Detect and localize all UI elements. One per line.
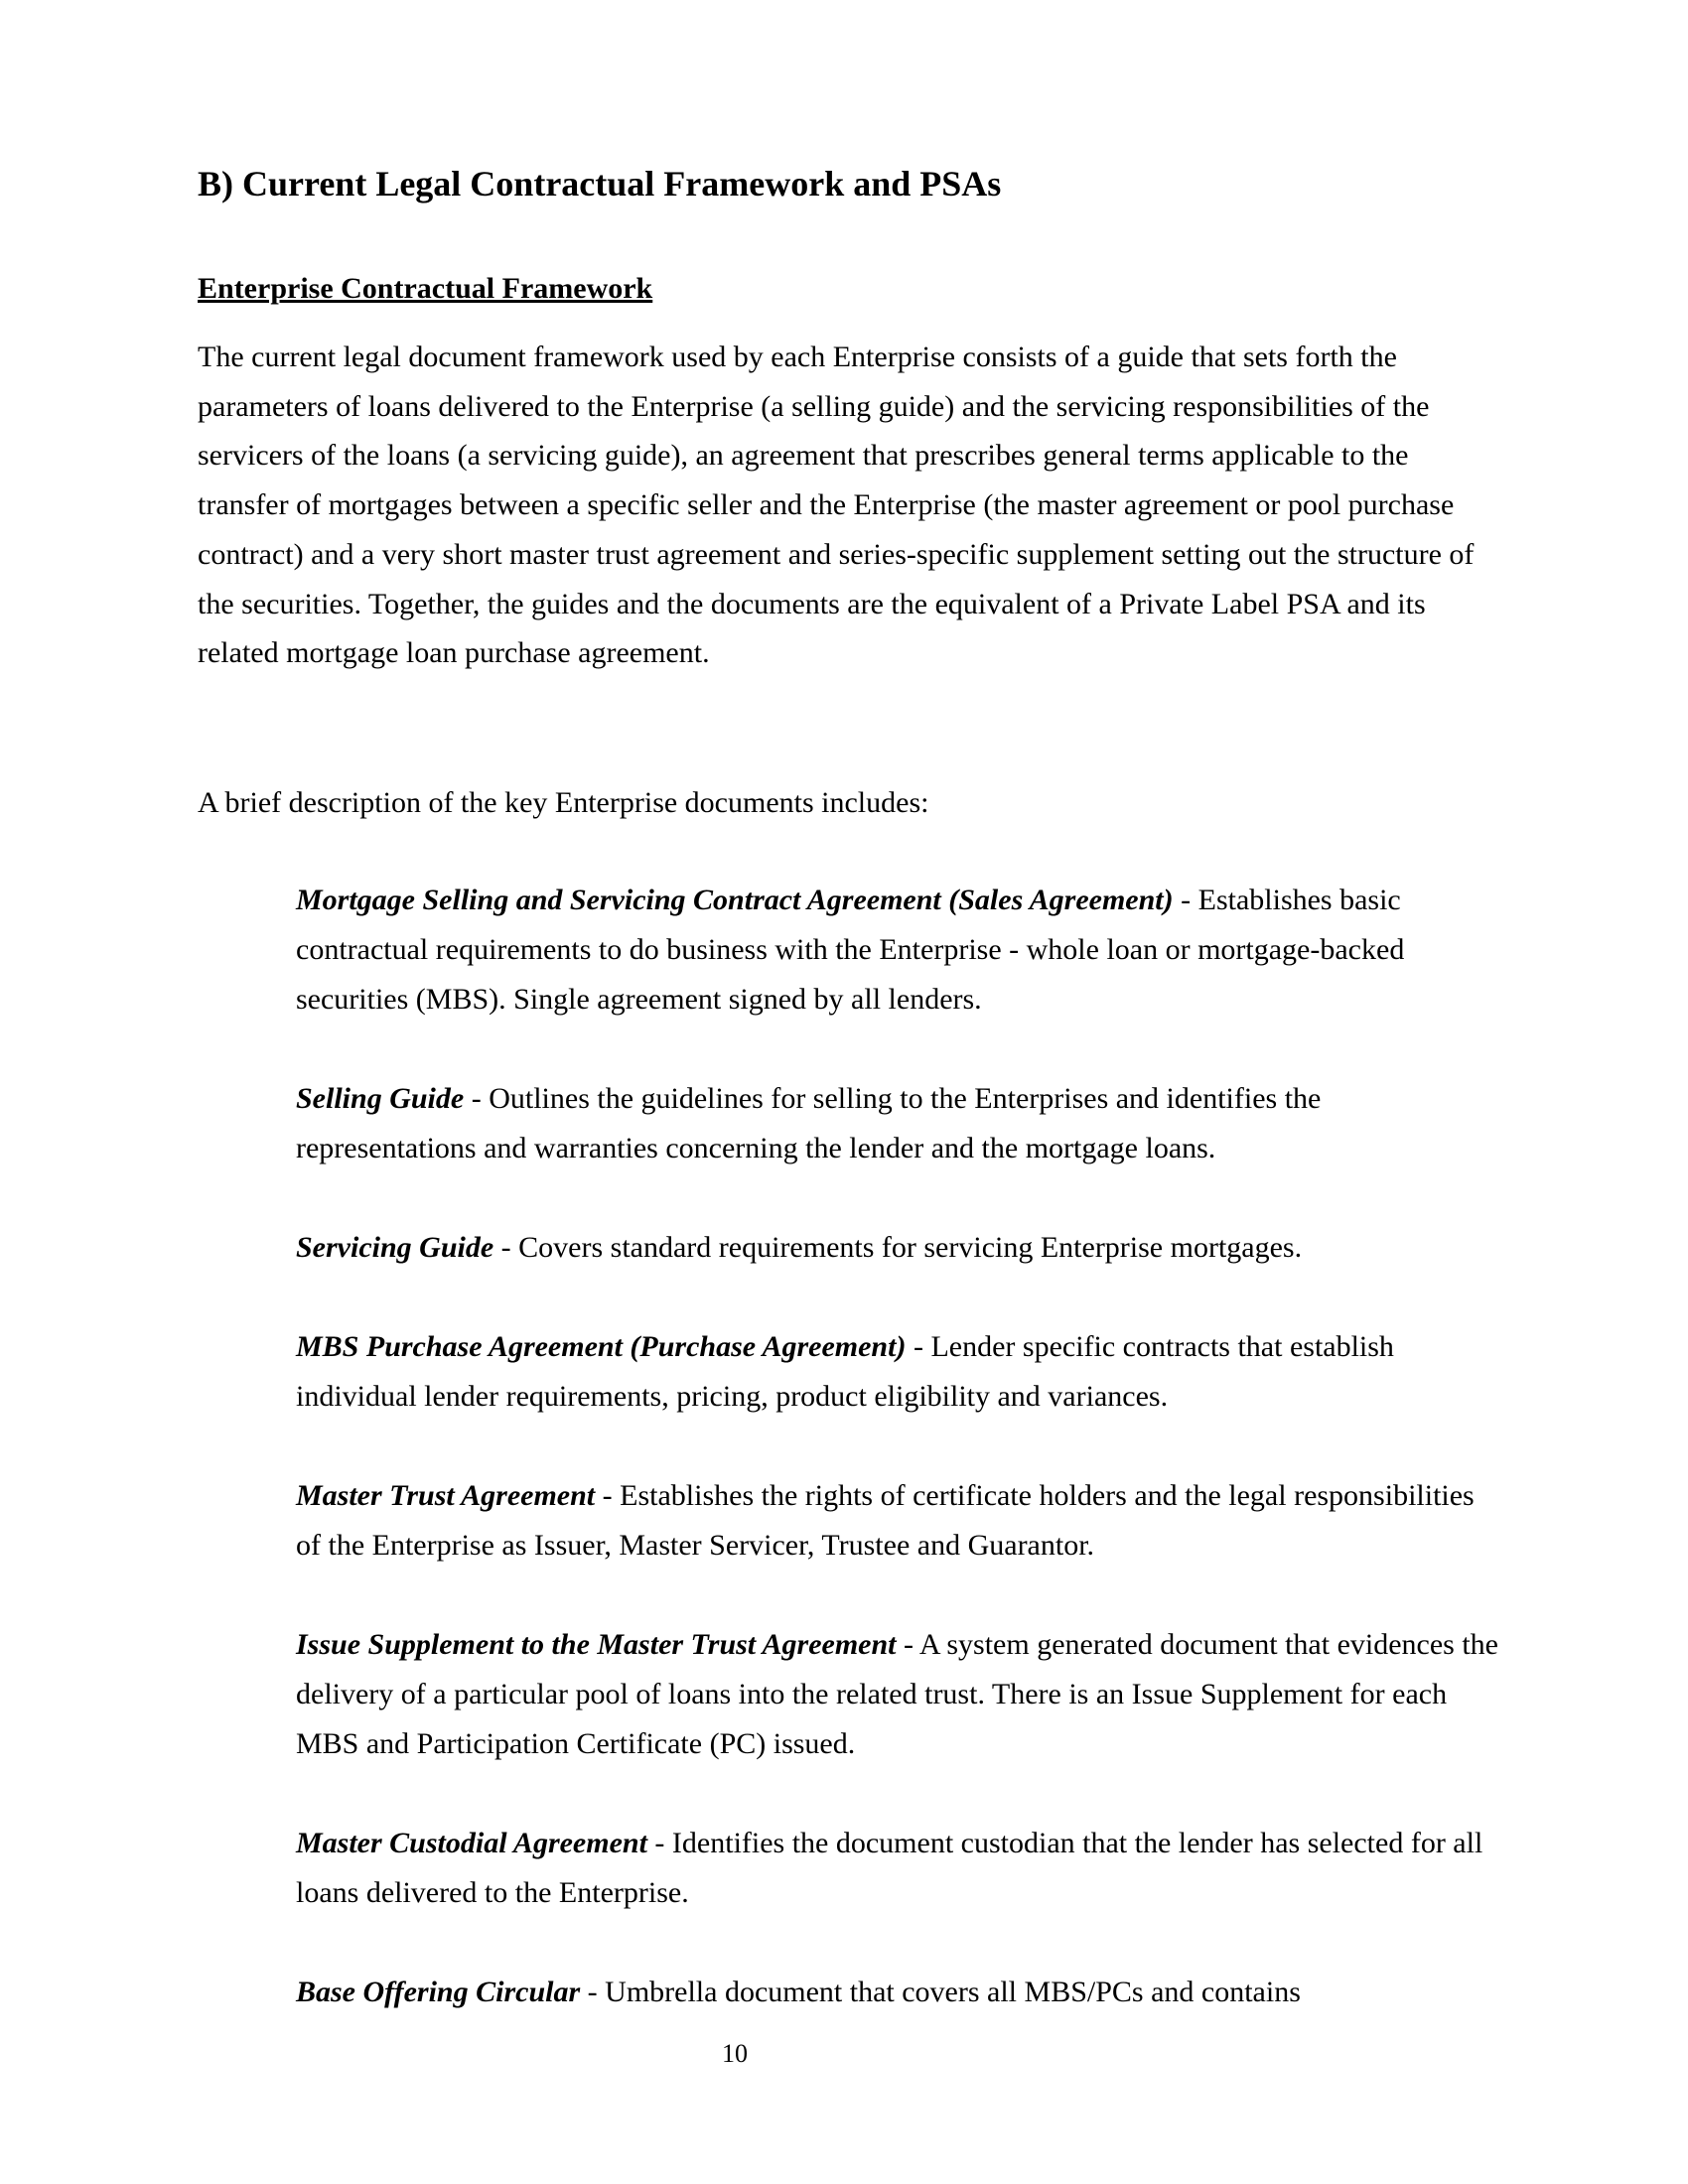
document-name: Master Trust Agreement — [296, 1479, 596, 1512]
intro-paragraph: The current legal document framework used by each Enterprise consists of a guide that sets forth the parameters of loans delivered to the Enterprise (a selling guide) and the servicing responsibilities of the servicers of the loans (a servicing guide), an agreement that prescribes general terms applicable to the transfer of mortgages between a specific seller and the Enterprise (the master agreement or pool purchase contract) and a very short master trust agreement and series-specific supplement setting out the structure of the securities. Together, the guides and the documents are the equivalent of a Private Label PSA and its related mortgage loan purchase agreement. — [198, 341, 1475, 670]
document-item-selling-guide — [296, 1074, 1501, 1173]
separator: - — [464, 1082, 490, 1115]
document-name: Master Custodial Agreement — [296, 1827, 647, 1859]
list-intro: A brief description of the key Enterprise documents includes: — [198, 786, 929, 819]
document-item-master-trust-agreement — [296, 1471, 1501, 1570]
page-number: 10 — [722, 2039, 748, 2068]
document-description: Establishes basic contractual requirements to do business with the Enterprise - whole loan or mortgage-backed securities (MBS). Single agreement signed by all lenders. — [296, 884, 1405, 1016]
separator: - — [906, 1330, 931, 1363]
document-item-purchase-agreement — [296, 1322, 1501, 1422]
document-description: A system generated document that evidences the delivery of a particular pool of loans into the related trust. There is an Issue Supplement for each MBS and Participation Certificate (PC) issued. — [296, 1628, 1498, 1760]
document-item-sales-agreement — [296, 876, 1501, 1024]
document-description: Outlines the guidelines for selling to the Enterprises and identifies the representations and warranties concerning the lender and the mortgage loans. — [296, 1082, 1322, 1164]
separator: - — [595, 1479, 621, 1512]
separator: - — [646, 1827, 672, 1859]
document-name: Base Offering Circular — [296, 1976, 581, 2008]
document-name: Mortgage Selling and Servicing Contract Agreement (Sales Agreement) — [296, 884, 1174, 916]
document-description: Covers standard requirements for servicing Enterprise mortgages. — [518, 1231, 1303, 1264]
separator: - — [896, 1628, 919, 1661]
document-name: Selling Guide — [296, 1082, 465, 1115]
document-name: MBS Purchase Agreement (Purchase Agreement) — [296, 1330, 907, 1363]
document-item-issue-supplement — [296, 1620, 1501, 1769]
document-description: Establishes the rights of certificate holders and the legal responsibilities of the Enterprise as Issuer, Master Servicer, Trustee and Guarantor. — [296, 1479, 1475, 1562]
document-name: Servicing Guide — [296, 1231, 494, 1264]
document-item-base-offering-circular — [296, 1968, 1501, 2017]
separator: - — [493, 1231, 519, 1264]
document-description: Umbrella document that covers all MBS/PCs and contains — [605, 1976, 1301, 2008]
subsection-heading: Enterprise Contractual Framework — [198, 272, 653, 305]
separator: - — [580, 1976, 606, 2008]
document-name: Issue Supplement to the Master Trust Agreement — [296, 1628, 897, 1661]
document-description: Lender specific contracts that establish individual lender requirements, pricing, product eligibility and variances. — [296, 1330, 1394, 1413]
document-item-master-custodial-agreement — [296, 1819, 1501, 1918]
document-description: Identifies the document custodian that the lender has selected for all loans delivered to the Enterprise. — [296, 1827, 1483, 1909]
document-item-servicing-guide — [296, 1223, 1501, 1273]
section-heading: B) Current Legal Contractual Framework and PSAs — [198, 164, 1002, 204]
separator: - — [1173, 884, 1198, 916]
